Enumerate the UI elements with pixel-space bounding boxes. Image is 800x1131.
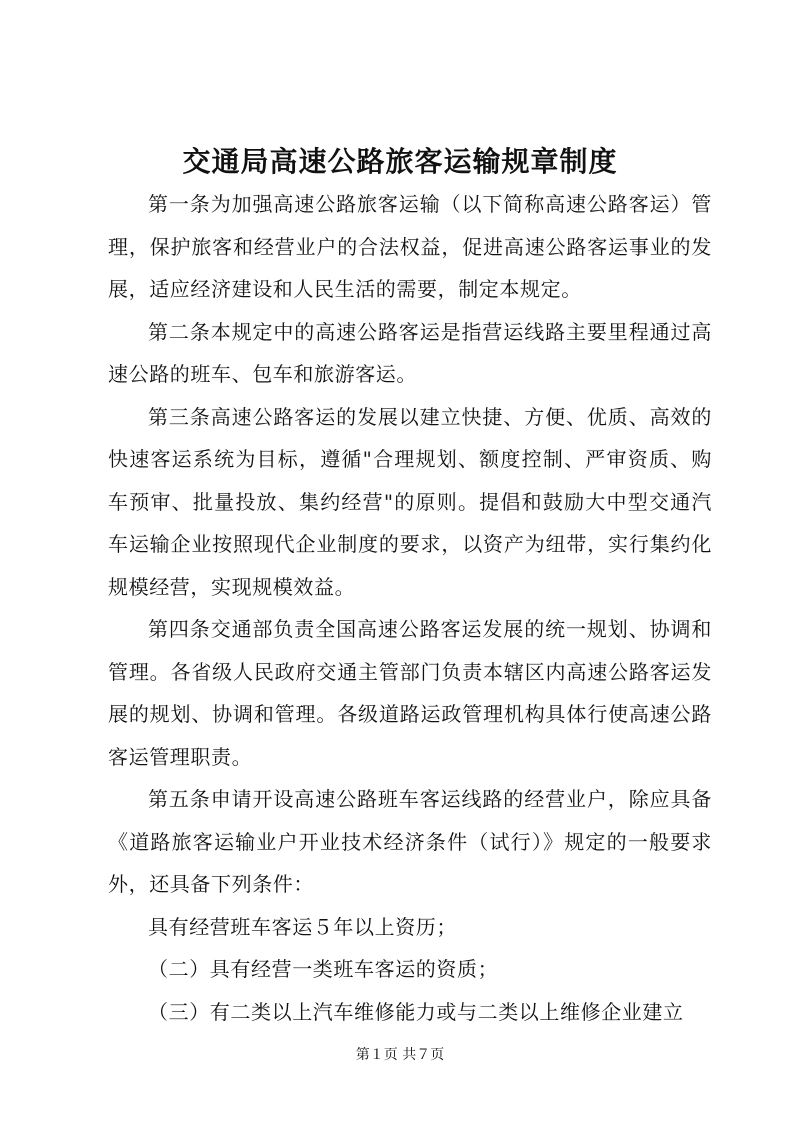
list-item-condition-1: 具有经营班车客运５年以上资历；: [148, 914, 457, 939]
paragraph-article-4: 第四条交通部负责全国高速公路客运发展的统一规划、协调和管理。各省级人民政府交通主管部门负责本辖区内高速公路客运发展的规划、协调和管理。各级道路运政管理机构具体行使高速公路客运管理职责。: [108, 617, 712, 769]
document-body: [108, 183, 712, 1033]
paragraph-article-5: 第五条申请开设高速公路班车客运线路的经营业户，除应具备《道路旅客运输业户开业技术经济条件（试行）》规定的一般要求外，还具备下列条件：: [108, 787, 712, 896]
document-title: 交通局高速公路旅客运输规章制度: [182, 145, 618, 178]
list-item-condition-3: （三）有二类以上汽车维修能力或与二类以上维修企业建立: [148, 999, 684, 1024]
list-item-condition-2: （二）具有经营一类班车客运的资质；: [148, 957, 499, 981]
page-indicator: 第１页 共７页: [355, 1047, 445, 1063]
paragraph-article-1: 第一条为加强高速公路旅客运输（以下简称高速公路客运）管理，保护旅客和经营业户的合法权益，促进高速公路客运事业的发展，适应经济建设和人民生活的需要，制定本规定。: [108, 192, 712, 301]
paragraph-article-2: 第二条本规定中的高速公路客运是指营运线路主要里程通过高速公路的班车、包车和旅游客运。: [108, 319, 712, 386]
paragraph-article-3: 第三条高速公路客运的发展以建立快捷、方便、优质、高效的快速客运系统为目标，遵循"合理规划、额度控制、严审资质、购车预审、批量投放、集约经营"的原则。提倡和鼓励大中型交通汽车运输企业按照现代企业制度的要求，以资产为纽带，实行集约化规模经营，实现规模效益。: [108, 404, 712, 599]
